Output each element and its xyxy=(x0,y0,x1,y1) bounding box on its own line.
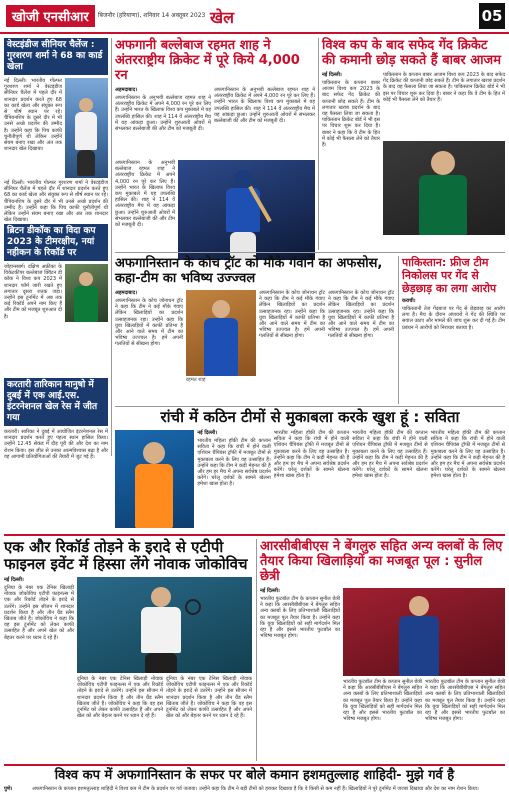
ranchi-headline: रांची में कठिन टीमों से मुकाबला करके खुश हूं : सविता xyxy=(160,408,460,426)
spinner-dateline: कराची। xyxy=(402,298,416,304)
section-divider xyxy=(4,764,505,766)
ranchi-body: भारतीय महिला हॉकी टीम की कप्तान सविता ने कहा कि रांची में होने वाली एशियन चैंपियंस ट्रॉफी में मजबूत टीमों से मुकाबला करने के लिए वह उत्साहित हैं। उन्होंने कहा कि टीम ने कड़ी मेहनत की है और हम हर मैच में अपना सर्वश्रेष्ठ प्रदर्शन करेंगे। घरेलू दर्शकों के सामने खेलना हमेशा खास होता है। xyxy=(197,438,271,488)
tennis-body: दुनिया के नंबर एक टेनिस खिलाड़ी नोवाक जोकोविच एटीपी फाइनल्स में एक और रिकॉर्ड तोड़ने के इरादे से उतरेंगे। उन्होंने इस सीजन में शानदार प्रदर्शन किया है और तीन ग्रैंड स्लैम खिताब जीते हैं। जोकोविच ने कहा कि वह इस टूर्नामेंट को लेकर काफी उत्साहित हैं और अपने खेल को और बेहतर करने पर ध्यान दे रहे हैं। xyxy=(4,585,74,641)
babar-photo xyxy=(383,141,505,235)
coach-body: अफगानिस्तान के कोच जोनाथन ट्रॉट ने कहा कि टीम ने कई मौके गंवाए लेकिन खिलाड़ियों का प्रदर्शन उत्साहजनक रहा। उन्होंने कहा कि युवा खिलाड़ियों में काफी प्रतिभा है और आने वाले समय में टीम का भविष्य उज्ज्वल है। हमें अपनी गलतियों से सीखना होगा। xyxy=(115,298,183,348)
afghan-body-cont: अफगानिस्तान के अनुभवी बल्लेबाज रहमत शाह ने अंतरराष्ट्रीय क्रिकेट में अपने 4,000 रन पूरे कर लिए हैं। उन्होंने भारत के खिलाफ विश्व कप मुकाबले में यह उपलब्धि हासिल की। शाह ने 114 वें अंतरराष्ट्रीय मैच में यह आंकड़ा छुआ। उन्होंने शुरुआती ओवरों में संभलकर बल्लेबाजी की और टीम को मजबूती दी। xyxy=(214,87,315,125)
afghan-story xyxy=(115,38,315,250)
rcb-body-cont-2: भारतीय फुटबॉल टीम के कप्तान सुनील छेत्री ने कहा कि आरसीबीबीएस ने बेंगलुरु सहित अन्य क्लबों के लिए प्रतिभाशाली खिलाड़ियों का मजबूत पूल तैयार किया है। उन्होंने कहा कि युवा खिलाड़ियों को सही मार्गदर्शन मिल रहा है और इससे भारतीय फुटबॉल का भविष्य मजबूत होगा। xyxy=(425,679,505,723)
babar-story xyxy=(322,38,505,250)
savita-photo xyxy=(115,430,194,528)
golfer-photo xyxy=(65,78,108,178)
column-divider xyxy=(318,38,319,250)
tennis-body-cont-2: दुनिया के नंबर एक टेनिस खिलाड़ी नोवाक जोकोविच एटीपी फाइनल्स में एक और रिकॉर्ड तोड़ने के इरादे से उतरेंगे। उन्होंने इस सीजन में शानदार प्रदर्शन किया है और तीन ग्रैंड स्लैम खिताब जीते हैं। जोकोविच ने कहा कि वह इस टूर्नामेंट को लेकर काफी उत्साहित हैं और अपने खेल को और बेहतर करने पर ध्यान दे रहे हैं। xyxy=(166,676,252,720)
ranchi-dateline: नई दिल्ली। xyxy=(197,430,218,436)
djokovic-photo xyxy=(77,577,252,673)
column-divider xyxy=(398,256,399,404)
decock-photo xyxy=(65,264,108,322)
tennis-dateline: नई दिल्ली। xyxy=(4,577,24,583)
section-divider xyxy=(115,406,505,407)
bottom-headline: विश्व कप में अफगानिस्तान के सफर पर बोले कमान हशमतुल्लाह शाहिदी- मुझे गर्व है xyxy=(54,768,455,783)
rcb-story xyxy=(260,539,505,761)
left-story-3-headline: करतारी तारिकान मानुषो में दुबई में एक आई.एस. इंटरनेशनल खेल रेस में जीत गया xyxy=(4,378,108,426)
afghan-dateline: अहमदाबाद। xyxy=(115,87,138,93)
coach-photo-caption: रहमत शाह xyxy=(186,377,206,383)
coach-photo xyxy=(186,290,256,376)
afghan-coach-story xyxy=(115,256,395,404)
spinner-headline: पाकिस्तान: फ्रीज टीम निकोलस पर गेंद से छेड़छाड़ का लगा आरोप xyxy=(402,256,497,295)
section-divider xyxy=(4,534,505,536)
babar-dateline: नई दिल्ली। xyxy=(322,72,342,78)
left-story-3-body: करतारी। सारिका ने दुबई में आयोजित इंटरनेशनल रेस में शानदार प्रदर्शन करते हुए पहला स्थान हासिल किया। उन्होंने 12.45 सेकंड में दौड़ पूरी की और देश का नाम रोशन किया। इस जीत से उनका आत्मविश्वास बढ़ा है और वह आगामी प्रतियोगिताओं की तैयारी में जुट गई हैं। xyxy=(4,429,108,460)
masthead xyxy=(0,0,509,34)
left-story-1-body-cont: नई दिल्ली। भारतीय गोल्फर गुरशरण शर्मा ने वेस्टइंडीज सीनियर चैलेंज में पहले दौर में शानदार प्रदर्शन करते हुए 68 का कार्ड खेला और संयुक्त रूप से शीर्ष स्थान पर रहे। चैंपियनशिप के दूसरे दौर में भी उनसे अच्छे प्रदर्शन की उम्मीद है। उन्होंने कहा कि पिच काफी चुनौतीपूर्ण थी लेकिन उन्होंने संयम बनाए रखा और अंत तक शानदार खेल दिखाया। xyxy=(4,180,108,224)
left-story-1-body: नई दिल्ली। भारतीय गोल्फर गुरशरण शर्मा ने वेस्टइंडीज सीनियर चैलेंज में पहले दौर में शानदार प्रदर्शन करते हुए 68 का कार्ड खेला और संयुक्त रूप से शीर्ष स्थान पर रहे। चैंपियनशिप के दूसरे दौर में भी उनसे अच्छे प्रदर्शन की उम्मीद है। उन्होंने कहा कि पिच काफी चुनौतीपूर्ण थी लेकिन उन्होंने संयम बनाए रखा और अंत तक शानदार खेल दिखाया। xyxy=(4,78,62,153)
coach-dateline: अहमदाबाद। xyxy=(115,290,138,296)
left-story-2-body: जोहान्सबर्ग। दक्षिण अफ्रीका के विकेटकीपर बल्लेबाज क्विंटन डी कॉक ने विश्व कप 2023 में शानदार फॉर्म जारी रखते हुए लगातार दूसरा शतक जड़ा। उन्होंने इस टूर्नामेंट में अब तक कई रिकॉर्ड अपने नाम किए हैं और टीम को मजबूत शुरुआत दी है। xyxy=(4,264,62,320)
afghan-stat: अफगानिस्तान के अनुभवी बल्लेबाज रहमत शाह ने अंतरराष्ट्रीय क्रिकेट में अपने 4,000 रन पूरे कर लिए हैं। उन्होंने भारत के खिलाफ विश्व कप मुकाबले में यह उपलब्धि हासिल की। शाह ने 114 वें अंतरराष्ट्रीय मैच में यह आंकड़ा छुआ। उन्होंने शुरुआती ओवरों में संभलकर बल्लेबाजी की और टीम को मजबूती दी। xyxy=(115,160,175,229)
ranchi-body-cont-3: भारतीय महिला हॉकी टीम की कप्तान सविता ने कहा कि रांची में होने वाली एशियन चैंपियंस ट्रॉफी में मजबूत टीमों से मुकाबला करने के लिए वह उत्साहित हैं। उन्होंने कहा कि टीम ने कड़ी मेहनत की है और हम हर मैच में अपना सर्वश्रेष्ठ प्रदर्शन करेंगे। घरेलू दर्शकों के सामने खेलना हमेशा खास होता है। xyxy=(430,430,506,480)
afghan-body: अफगानिस्तान के अनुभवी बल्लेबाज रहमत शाह ने अंतरराष्ट्रीय क्रिकेट में अपने 4,000 रन पूरे कर लिए हैं। उन्होंने भारत के खिलाफ विश्व कप मुकाबले में यह उपलब्धि हासिल की। शाह ने 114 वें अंतरराष्ट्रीय मैच में यह आंकड़ा छुआ। उन्होंने शुरुआती ओवरों में संभलकर बल्लेबाजी की और टीम को मजबूती दी। xyxy=(115,95,211,133)
babar-body-cont: पाकिस्तान के कप्तान बाबर आजम विश्व कप 2023 के बाद सफेद गेंद क्रिकेट की कप्तानी छोड़ सकते हैं। टीम के लगातार खराब प्रदर्शन के बाद यह फैसला लिया जा सकता है। पाकिस्तान क्रिकेट बोर्ड ने भी इस पर विचार शुरू कर दिया है। बाबर ने कहा कि वे टीम के हित में कोई भी फैसला लेने को तैयार हैं। xyxy=(383,72,505,103)
racket-icon xyxy=(185,599,201,615)
ranchi-body-cont: भारतीय महिला हॉकी टीम की कप्तान सविता ने कहा कि रांची में होने वाली एशियन चैंपियंस ट्रॉफी में मजबूत टीमों से मुकाबला करने के लिए वह उत्साहित हैं। उन्होंने कहा कि टीम ने कड़ी मेहनत की है और हम हर मैच में अपना सर्वश्रेष्ठ प्रदर्शन करेंगे। घरेलू दर्शकों के सामने खेलना हमेशा खास होता है। xyxy=(273,430,350,480)
batsman-photo xyxy=(178,160,315,260)
coach-headline: अफगानिस्तान के कोच ट्रॉट को मौके गंवाने का अफसोस, कहा-टीम का भविष्य उज्ज्वल xyxy=(115,256,383,286)
section-divider xyxy=(115,252,505,253)
babar-headline: विश्व कप के बाद सफेद गेंद क्रिकेट की कमानी छोड़ सकते हैं बाबर आजम xyxy=(322,38,501,68)
rcb-headline: आरसीबीबीएस ने बेंगलुरु सहित अन्य क्लबों के लिए तैयार किया खिलाड़ियों का मजबूत पूल : सुनील छेत्री xyxy=(260,539,503,584)
bottom-body: अफगानिस्तान के कप्तान हशमतुल्लाह शाहिदी ने विश्व कप में टीम के प्रदर्शन पर गर्व जताया। उन्होंने कहा कि टीम ने बड़ी टीमों को हराकर दिखाया है कि वे किसी से कम नहीं हैं। खिलाड़ियों ने पूरे टूर्नामेंट में जज्बा दिखाया और देश का नाम रोशन किया। xyxy=(32,786,479,792)
column-divider xyxy=(111,38,112,456)
rcb-body-cont: भारतीय फुटबॉल टीम के कप्तान सुनील छेत्री ने कहा कि आरसीबीबीएस ने बेंगलुरु सहित अन्य क्लबों के लिए प्रतिभाशाली खिलाड़ियों का मजबूत पूल तैयार किया है। उन्होंने कहा कि युवा खिलाड़ियों को सही मार्गदर्शन मिल रहा है और इससे भारतीय फुटबॉल का भविष्य मजबूत होगा। xyxy=(343,679,422,723)
rcb-body: भारतीय फुटबॉल टीम के कप्तान सुनील छेत्री ने कहा कि आरसीबीबीएस ने बेंगलुरु सहित अन्य क्लबों के लिए प्रतिभाशाली खिलाड़ियों का मजबूत पूल तैयार किया है। उन्होंने कहा कि युवा खिलाड़ियों को सही मार्गदर्शन मिल रहा है और इससे भारतीय फुटबॉल का भविष्य मजबूत होगा। xyxy=(260,596,340,640)
spinner-story xyxy=(402,256,505,404)
brand-logo: खोजी एनसीआर xyxy=(6,5,95,27)
rcb-dateline: नई दिल्ली। xyxy=(260,588,280,594)
chhetri-photo xyxy=(343,588,505,676)
left-column xyxy=(4,38,108,458)
coach-body-cont-2: अफगानिस्तान के कोच जोनाथन ट्रॉट ने कहा कि टीम ने कई मौके गंवाए लेकिन खिलाड़ियों का प्रदर्शन उत्साहजनक रहा। उन्होंने कहा कि युवा खिलाड़ियों में काफी प्रतिभा है और आने वाले समय में टीम का भविष्य उज्ज्वल है। हमें अपनी गलतियों से सीखना होगा। xyxy=(328,290,394,340)
bottom-story xyxy=(4,786,505,798)
ranchi-body-cont-2: भारतीय महिला हॉकी टीम की कप्तान सविता ने कहा कि रांची में होने वाली एशियन चैंपियंस ट्रॉफी में मजबूत टीमों से मुकाबला करने के लिए वह उत्साहित हैं। उन्होंने कहा कि टीम ने कड़ी मेहनत की है और हम हर मैच में अपना सर्वश्रेष्ठ प्रदर्शन करेंगे। घरेलू दर्शकों के सामने खेलना हमेशा खास होता है। xyxy=(352,430,428,480)
left-story-1-headline: वेस्टइंडीज सीनियर चैलेंज : गुरशरण शर्मा ने 68 का कार्ड खेला xyxy=(4,38,108,75)
tennis-headline: एक और रिकॉर्ड तोड़ने के इरादे से एटीपी फाइनल इवेंट में हिस्सा लेंगे नोवाक जोकोविच xyxy=(4,538,248,573)
column-divider xyxy=(256,539,257,761)
coach-body-cont: अफगानिस्तान के कोच जोनाथन ट्रॉट ने कहा कि टीम ने कई मौके गंवाए लेकिन खिलाड़ियों का प्रदर्शन उत्साहजनक रहा। उन्होंने कहा कि युवा खिलाड़ियों में काफी प्रतिभा है और आने वाले समय में टीम का भविष्य उज्ज्वल है। हमें अपनी गलतियों से सीखना होगा। xyxy=(259,290,325,340)
babar-body: पाकिस्तान के कप्तान बाबर आजम विश्व कप 2023 के बाद सफेद गेंद क्रिकेट की कप्तानी छोड़ सकते हैं। टीम के लगातार खराब प्रदर्शन के बाद यह फैसला लिया जा सकता है। पाकिस्तान क्रिकेट बोर्ड ने भी इस पर विचार शुरू कर दिया है। बाबर ने कहा कि वे टीम के हित में कोई भी फैसला लेने को तैयार हैं। xyxy=(322,80,380,149)
bottom-banner xyxy=(4,768,505,783)
tennis-body-cont: दुनिया के नंबर एक टेनिस खिलाड़ी नोवाक जोकोविच एटीपी फाइनल्स में एक और रिकॉर्ड तोड़ने के इरादे से उतरेंगे। उन्होंने इस सीजन में शानदार प्रदर्शन किया है और तीन ग्रैंड स्लैम खिताब जीते हैं। जोकोविच ने कहा कि वह इस टूर्नामेंट को लेकर काफी उत्साहित हैं और अपने खेल को और बेहतर करने पर ध्यान दे रहे हैं। xyxy=(77,676,163,720)
afghan-headline: अफगानी बल्लेबाज रहमत शाह ने अंतरराष्ट्रीय क्रिकेट में पूरे किये 4,000 रन xyxy=(115,38,300,83)
ranchi-banner xyxy=(115,409,505,426)
section-title: खेल xyxy=(210,8,234,27)
left-story-2-headline: ब्रिटन डीकॉक का विदा कप 2023 के टीमरक्षीय, नयां नहीकन के रिकॉर्ड पर xyxy=(4,224,108,261)
page-number: 05 xyxy=(479,3,505,29)
ranchi-story xyxy=(115,430,505,530)
spinner-body: पाकिस्तानी तेज गेंदबाज पर गेंद से छेड़छाड़ का आरोप लगा है। मैच के दौरान अंपायरों ने गेंद की स्थिति पर सवाल उठाए और मामले की जांच शुरू कर दी गई है। टीम प्रबंधन ने आरोपों को निराधार बताया है। xyxy=(402,306,505,331)
issue-date: बिजनौर (हरियाणा), शनिवार 14 अक्तूबर 2023 xyxy=(98,12,206,19)
tennis-story xyxy=(4,539,252,761)
bottom-dateline: पुणे। xyxy=(4,786,13,792)
